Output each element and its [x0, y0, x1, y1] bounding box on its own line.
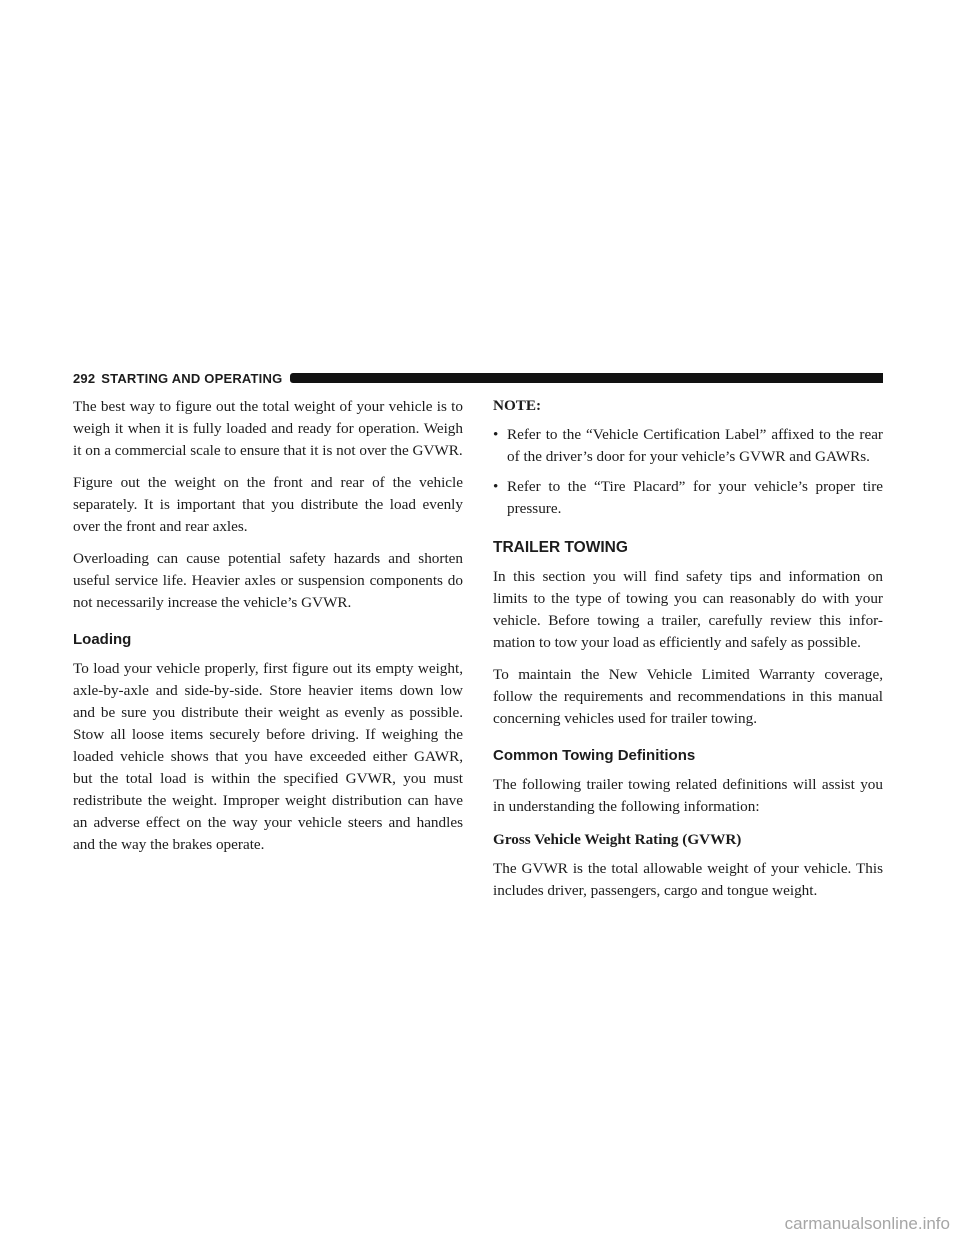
paragraph-total-weight: The best way to figure out the total weight of your vehicle is to weigh it when it is fully loaded and ready for operation. Weigh it on a commercial scale to ensure that it is not over the GVWR.	[73, 398, 463, 459]
paragraph-overloading: Overloading can cause potential safety hazards and shorten useful service life. Heavier axles or suspension components do not necessarily increase the vehicle’s GVWR.	[73, 550, 463, 611]
paragraph-warranty: To maintain the New Vehicle Limited Warranty coverage, follow the requirements and recommendations in this manual concerning vehicles used for trailer towing.	[493, 666, 883, 727]
bullet-text: Refer to the “Vehicle Certification Label” affixed to the rear of the driver’s door for your vehicle’s GVWR and GAWRs.	[507, 426, 883, 465]
paragraph-definitions: The following trailer towing related definitions will assist you in understanding the following information:	[493, 776, 883, 815]
bullet-icon: •	[493, 426, 499, 443]
note-bullet-item	[493, 476, 883, 520]
header-rule	[290, 373, 883, 383]
note-label: NOTE:	[493, 397, 542, 414]
paragraph-trailer-intro: In this section you will find safety tips and information on limits to the type of towing you can reasonably do with your vehicle. Before towing a trailer, carefully review this infor-mation to tow your load as efficiently and safely as possible.	[493, 568, 883, 651]
page-number: 292	[73, 370, 96, 386]
paragraph-loading: To load your vehicle properly, first figure out its empty weight, axle-by-axle and side-by-side. Store heavier items down low and be sure you distribute their weight as evenly as possible. Stow all loose items securely before driving. If weighing the loaded vehicle shows that you have exceeded either GAWR, but the total load is within the specified GVWR, you must redistribute the weight. Improper weight distribution can have an adverse effect on the way your vehicle steers and handles and the way the brakes operate.	[73, 660, 463, 853]
paragraph-front-rear-weight: Figure out the weight on the front and rear of the vehicle separately. It is important that you distribute the load evenly over the front and rear axles.	[73, 474, 463, 535]
heading-trailer-towing: TRAILER TOWING	[493, 539, 628, 556]
bullet-icon: •	[493, 478, 499, 495]
heading-common-towing-definitions: Common Towing Definitions	[493, 747, 696, 764]
paragraph-gvwr: The GVWR is the total allowable weight of your vehicle. This includes driver, passengers, cargo and tongue weight.	[493, 860, 883, 899]
watermark-text: carmanualsonline.info	[784, 1214, 950, 1233]
bullet-text: Refer to the “Tire Placard” for your vehicle’s proper tire pressure.	[507, 478, 883, 517]
heading-loading: Loading	[73, 631, 132, 648]
note-bullet-list	[493, 424, 883, 520]
section-title: STARTING AND OPERATING	[101, 370, 283, 386]
left-column	[73, 396, 463, 866]
heading-gvwr: Gross Vehicle Weight Rating (GVWR)	[493, 831, 742, 848]
note-bullet-item	[493, 424, 883, 468]
right-column	[493, 396, 883, 912]
page-header	[73, 369, 883, 387]
